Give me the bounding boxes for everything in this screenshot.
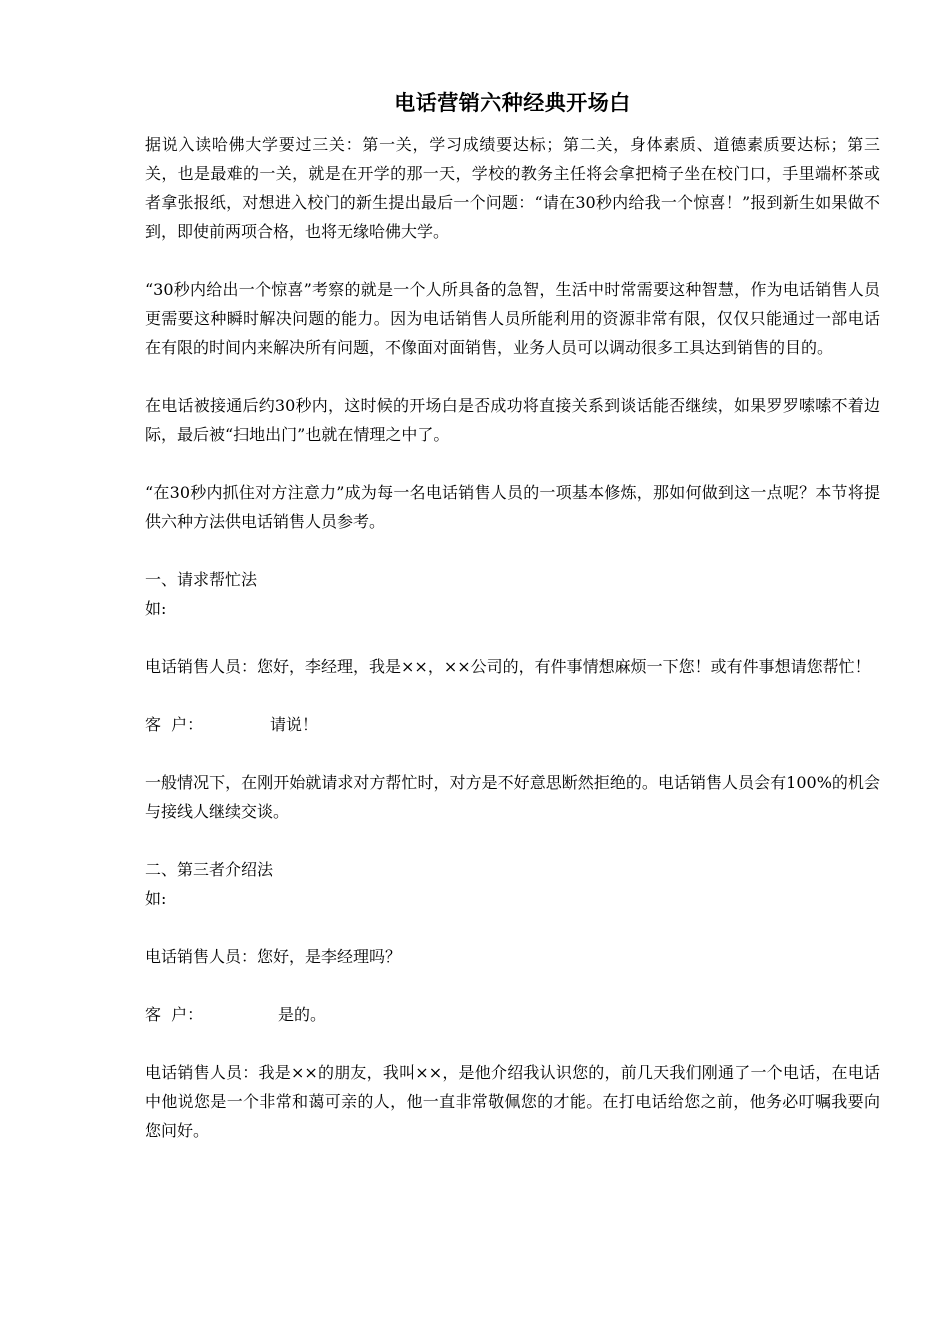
paragraph-gap (145, 536, 880, 565)
section-1-heading: 一、请求帮忙法 (145, 570, 258, 589)
document-page (145, 88, 880, 1145)
customer-label: 客 户： (145, 1005, 204, 1024)
paragraph-gap (145, 681, 880, 710)
customer-label: 客 户： (145, 715, 204, 734)
paragraph-gap (145, 913, 880, 942)
section-1-customer-line (145, 710, 880, 739)
section-2-heading: 二、第三者介绍法 (145, 860, 274, 879)
intro-paragraph-2: “30秒内给出一个惊喜”考察的就是一个人所具备的急智，生活中时常需要这种智慧，作为电话销售人员更需要这种瞬时解决问题的能力。因为电话销售人员所能利用的资源非常有限，仅仅只能通过一部电话在有限的时间内来解决所有问题，不像面对面销售，业务人员可以调动很多工具达到销售的目的。 (145, 280, 880, 357)
intro-paragraph-1: 据说入读哈佛大学要过三关：第一关，学习成绩要达标；第二关，身体素质、道德素质要达标；第三关，也是最难的一关，就是在开学的那一天，学校的教务主任将会拿把椅子坐在校门口，手里端杯茶或者拿张报纸，对想进入校门的新生提出最后一个问题：“请在30秒内给我一个惊喜！”报到新生如果做不到，即使前两项合格，也将无缘哈佛大学。 (145, 135, 880, 241)
paragraph-gap (145, 449, 880, 478)
paragraph-gap (145, 623, 880, 652)
section-1-sales-line: 电话销售人员：您好，李经理，我是××，××公司的，有件事情想麻烦一下您！或有件事想请您帮忙！ (145, 657, 871, 676)
section-2-sales-line-2: 电话销售人员：我是××的朋友，我叫××，是他介绍我认识您的，前几天我们刚通了一个电话，在电话中他说您是一个非常和蔼可亲的人，他一直非常敬佩您的才能。在打电话给您之前，他务必叮嘱我要向您问好。 (145, 1063, 880, 1140)
paragraph-gap (145, 362, 880, 391)
intro-paragraph-4: “在30秒内抓住对方注意力”成为每一名电话销售人员的一项基本修炼，那如何做到这一点呢？本节将提供六种方法供电话销售人员参考。 (145, 483, 880, 531)
section-1-note: 一般情况下，在刚开始就请求对方帮忙时，对方是不好意思断然拒绝的。电话销售人员会有100%的机会与接线人继续交谈。 (145, 773, 880, 821)
paragraph-gap (145, 971, 880, 1000)
document-title: 电话营销六种经典开场白 (394, 90, 631, 115)
paragraph-gap (145, 826, 880, 855)
section-2-example-label: 如: (145, 889, 167, 908)
customer-reply: 请说！ (270, 715, 319, 734)
paragraph-gap (145, 246, 880, 275)
section-2-customer-line (145, 1000, 880, 1029)
customer-reply: 是的。 (278, 1005, 327, 1024)
intro-paragraph-3: 在电话被接通后约30秒内，这时候的开场白是否成功将直接关系到谈话能否继续，如果罗罗嗦嗦不着边际，最后被“扫地出门”也就在情理之中了。 (145, 396, 880, 444)
paragraph-gap (145, 739, 880, 768)
paragraph-gap (145, 1029, 880, 1058)
section-2-sales-line-1: 电话销售人员：您好，是李经理吗？ (145, 947, 402, 966)
section-1-example-label: 如: (145, 599, 167, 618)
